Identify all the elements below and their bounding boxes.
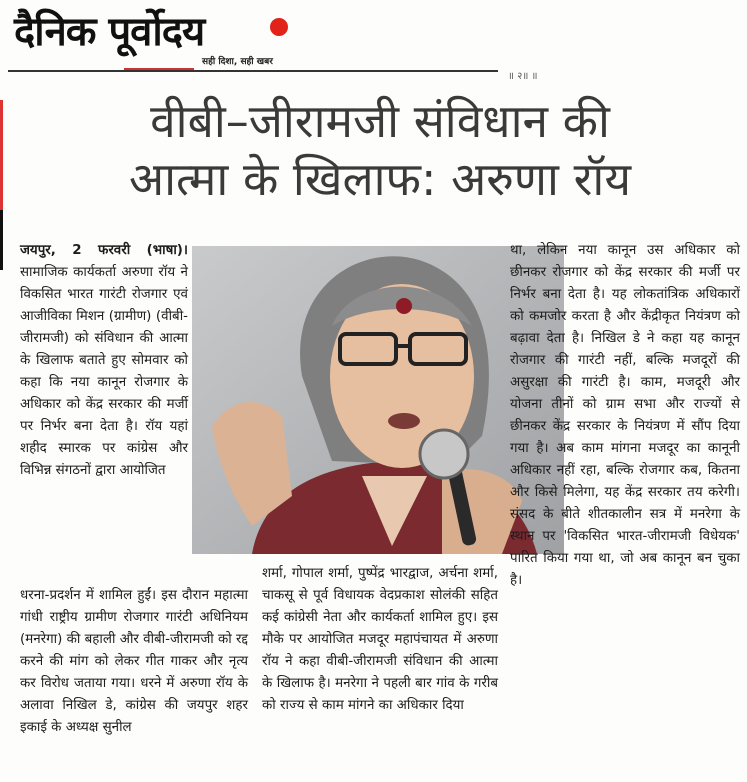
article-column-1-continued: धरना-प्रदर्शन में शामिल हुईं। इस दौरान महात्मा गांधी राष्ट्रीय ग्रामीण रोजगार गारंटी अधिनियम (मनरेगा) की बहाली और वीबी-जीरामजी को रद्द करने की मांग को लेकर गीत गाकर और नृत्य कर विरोध जताया गया। धरने में अरुणा रॉय के अलावा निखिल डे, कांग्रेस की जयपुर शहर इकाई के अध्यक्ष सुनील	[20, 588, 248, 735]
newspaper-logo: दैनिक पूर्वोदय	[14, 9, 205, 55]
edge-marker-dark	[0, 210, 3, 270]
article-column-3: था, लेकिन नया कानून उस अधिकार को छीनकर रोजगार को केंद्र सरकार की मर्जी पर निर्भर बना देता है। यह लोकतांत्रिक अधिकारों को कमजोर करता है और केंद्रीकृत नियंत्रण को बढ़ावा देता है। निखिल डे ने कहा यह कानून रोजगार की गारंटी नहीं, बल्कि मजदूरों की असुरक्षा की गारंटी है। काम, मजदूरी और योजना तीनों को ग्राम सभा और राज्यों से छीनकर केंद्र सरकार के नियंत्रण में सौंप दिया गया है। अब काम मांगना मजदूर का कानूनी अधिकार नहीं रहा, बल्कि रोजगार कब, कितना और किसे मिलेगा, यह केंद्र सरकार तय करेगी। संसद के बीते शीतकालीन सत्र में मनरेगा के स्थान पर 'विकसित भारत-जीरामजी विधेयक' पारित किया गया था, जो अब कानून बन चुका है।	[510, 243, 740, 588]
headline-line-1: वीबी–जीरामजी संविधान की	[150, 94, 610, 148]
headline-line-2: आत्मा के खिलाफ: अरुणा रॉय	[128, 152, 632, 206]
edge-marker	[0, 100, 3, 210]
article-column-1	[20, 240, 188, 482]
dateline: जयपुर, 2 फरवरी (भाषा)।	[20, 243, 188, 258]
article-photo	[192, 246, 564, 554]
column-1-text: सामाजिक कार्यकर्ता अरुणा रॉय ने विकसित भारत गारंटी रोजगार एवं आजीविका मिशन (ग्रामीण) (वीबी-जीरामजी) को संविधान की आत्मा के खिलाफ बताते हुए सोमवार को कहा कि नया कानून रोजगार के अधिकार को केंद्र सरकार की मर्जी पर निर्भर बना देता है। रॉय यहां शहीद स्मारक पर कांग्रेस और विभिन्न संगठनों द्वारा आयोजित	[20, 265, 188, 478]
tagline: सही दिशा, सही खबर	[202, 57, 273, 67]
issue-mark: ॥ २॥ ॥	[508, 71, 538, 82]
masthead	[14, 8, 314, 70]
article-column-2: शर्मा, गोपाल शर्मा, पुष्पेंद्र भारद्वाज, अर्चना शर्मा, चाकसू से पूर्व विधायक वेदप्रकाश सोलंकी सहित कई कांग्रेसी नेता और कार्यकर्ता शामिल हुए। इस मौके पर आयोजित मजदूर महापंचायत में अरुणा रॉय ने कहा वीबी-जीरामजी संविधान की आत्मा के खिलाफ है। मनरेगा ने पहली बार गांव के गरीब को राज्य से काम मांगने का अधिकार दिया	[262, 566, 498, 713]
speaker-photo-illustration	[192, 246, 564, 554]
masthead-rule	[8, 70, 498, 72]
logo-dot-icon	[270, 18, 288, 36]
headline	[40, 92, 720, 208]
